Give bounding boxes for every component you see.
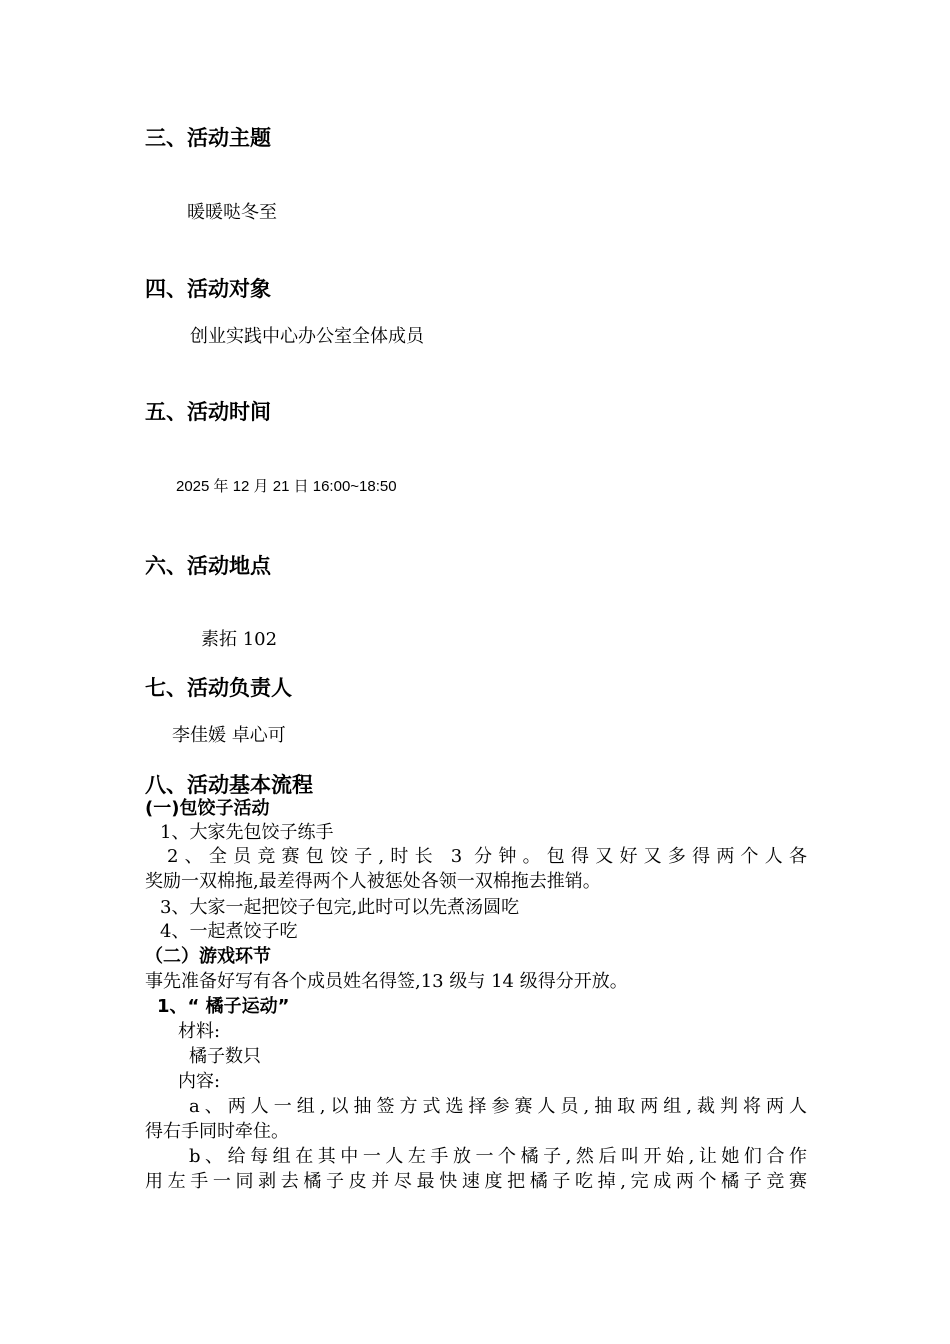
game-1-rule-a-line-1: a、两人一组,以抽签方式选择参赛人员,抽取两组,裁判将两人 xyxy=(189,1096,807,1117)
game-1-rule-b-line-2: 用左手一同剥去橘子皮并尽最快速度把橘子吃掉,完成两个橘子竞赛 xyxy=(145,1171,807,1192)
part-1-step-2-line-2: 奖励一双棉拖,最差得两个人被惩处各领一双棉拖去推销。 xyxy=(145,871,601,892)
section-6-content: 素拓 102 xyxy=(201,629,278,650)
game-1-content-label: 内容: xyxy=(178,1071,221,1092)
section-5-content: 2025 年 12 月 21 日 16:00~18:50 xyxy=(176,478,397,495)
game-1-rule-b-line-1: b、给每组在其中一人左手放一个橘子,然后叫开始,让她们合作 xyxy=(189,1146,807,1167)
game-1-materials-label: 材料: xyxy=(178,1021,221,1042)
section-7-content: 李佳媛 卓心可 xyxy=(172,725,286,746)
part-2-title: （二）游戏环节 xyxy=(145,946,271,967)
part-2-intro: 事先准备好写有各个成员姓名得签,13 级与 14 级得分开放。 xyxy=(145,971,628,992)
section-6-heading: 六、活动地点 xyxy=(145,554,271,578)
section-4-heading: 四、活动对象 xyxy=(145,277,271,301)
game-1-title: 1、“ 橘子运动” xyxy=(157,996,290,1017)
part-1-step-4: 4、一起煮饺子吃 xyxy=(160,921,298,942)
part-1-step-2-line-1: 2、全员竞赛包饺子,时长 3 分钟。包得又好又多得两个人各 xyxy=(167,846,807,867)
section-3-heading: 三、活动主题 xyxy=(145,126,271,150)
game-1-rule-a-line-2: 得右手同时牵住。 xyxy=(145,1121,289,1142)
part-1-title: (一)包饺子活动 xyxy=(145,798,270,819)
part-1-step-3: 3、大家一起把饺子包完,此时可以先煮汤圆吃 xyxy=(160,897,520,918)
section-4-content: 创业实践中心办公室全体成员 xyxy=(190,326,424,347)
part-1-step-1: 1、大家先包饺子练手 xyxy=(160,822,334,843)
section-3-content: 暖暖哒冬至 xyxy=(187,202,277,223)
section-5-heading: 五、活动时间 xyxy=(145,400,271,424)
section-7-heading: 七、活动负责人 xyxy=(145,676,292,700)
game-1-materials: 橘子数只 xyxy=(189,1046,261,1067)
section-8-heading: 八、活动基本流程 xyxy=(145,773,313,797)
